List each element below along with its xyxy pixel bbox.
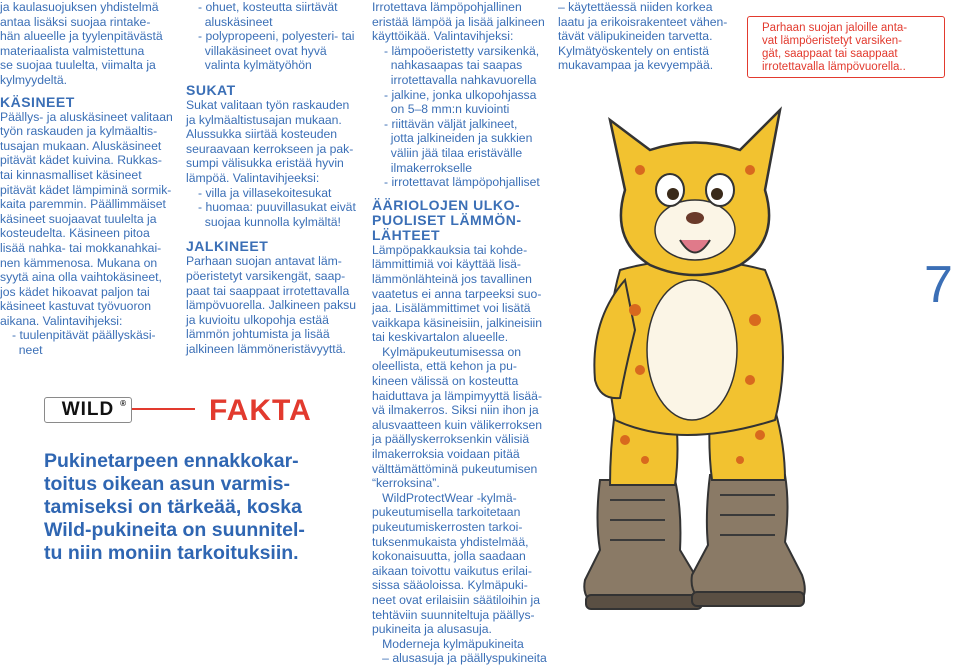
text-line: tai keskivartalon alueelle. [372, 330, 509, 345]
list-item: villakäsineet ovat hyvä [198, 43, 327, 58]
text-line: lämmittimiä voi käyttää lisä- [372, 257, 521, 272]
col1-body [0, 110, 172, 329]
text-line: ilmakerroksia voidaan pitää [372, 447, 520, 462]
list-item: - polypropeeni, polyesteri- tai [198, 29, 355, 44]
text-line: aikaan toivottu vaikutus erilai- [372, 563, 532, 578]
text-line: haiduttava ja lämpimyyttä lisää- [372, 388, 543, 403]
text-line: tävät välipukineiden tarvetta. [558, 29, 713, 44]
text-line: käsineet suojaavat tuulelta ja [0, 211, 157, 226]
text-line: lämpöä. Valintavihjeeksi: [186, 170, 320, 185]
callout-line: Parhaan suojan jaloille anta- [762, 22, 908, 34]
list-item: neet [12, 343, 43, 358]
callout-line: irrotettavalla lämpövuorella.. [762, 61, 906, 73]
text-line: tai kinnasmalliset käsineet [0, 167, 142, 182]
fakta-line: toitus oikean asun varmis- [44, 473, 290, 495]
text-line: antaa lisäksi suojaa rintake- [0, 14, 151, 29]
text-line: työn raskauden ja kylmäaltis- [0, 124, 158, 139]
text-line: kaita paremmin. Päällimmäiset [0, 197, 166, 212]
text-line: syytä aina olla vaihtokäsineet, [0, 270, 162, 285]
text-line: laatu ja erikoisrakenteet vähen- [558, 14, 728, 29]
text-line: ja kaulasuojuksen yhdistelmä [0, 0, 159, 14]
col3-body [372, 243, 550, 666]
text-line: mukavampaa ja kevyempää. [558, 58, 714, 73]
list-item: - tuulenpitävät päällyskäsi- [12, 328, 156, 343]
text-line: jaa. Lisälämmittimet voi lisätä [372, 301, 531, 316]
fakta-line: Wild-pukineita on suunnitel- [44, 519, 305, 541]
text-line: Sukat valitaan työn raskauden [186, 97, 350, 112]
text-line: Lämpöpakkauksia tai kohde- [372, 242, 528, 257]
text-line: sumpi välisukka eristää hyvin [186, 156, 344, 171]
list-item: väliin jää tilaa eristävälle [384, 145, 523, 160]
lynx-mascot-illustration [580, 80, 810, 620]
list-item: - irrotettavat lämpöpohjalliset [384, 175, 540, 190]
text-line: vä ilmakerros. Siksi niin ihon ja [372, 403, 539, 418]
list-item: irrotettavalla nahkavuorella [384, 72, 537, 87]
col1-list [0, 328, 172, 357]
text-line: pukeutumisella tarkoitetaan [372, 505, 521, 520]
column-4 [558, 0, 738, 73]
text-line: se suojaa tuulelta, viimalta ja [0, 58, 156, 73]
list-item: nahkasaapas tai saapas [384, 58, 523, 73]
text-line: alusvaatteen kuin välikerroksen [372, 417, 543, 432]
boot-left [584, 480, 702, 609]
text-line: oleellista, että kehon ja pu- [372, 359, 517, 374]
fakta-line: Pukinetarpeen ennakkokar- [44, 450, 299, 472]
registered-mark: ® [120, 399, 127, 408]
column-1 [0, 0, 172, 358]
text-line: “kerroksina”. [372, 476, 440, 491]
wild-logo-text: WILD [61, 399, 115, 420]
text-line: Parhaan suojan antavat läm- [186, 254, 342, 269]
text-line: Moderneja kylmäpukineita [372, 636, 524, 651]
heading-socks: SUKAT [186, 81, 236, 98]
text-line: pöeristetyt varsikengät, saap- [186, 268, 346, 283]
text-line: tuksenmukaista yhdistelmää, [372, 534, 529, 549]
text-line: tehtäviin suunniteltuja päällys- [372, 607, 535, 622]
list-item: valinta kylmätyöhön [198, 58, 312, 73]
heading-gloves: KÄSINEET [0, 93, 75, 110]
text-line: tusajan mukaan. Aluskäsineet [0, 138, 162, 153]
col1-intro [0, 0, 172, 88]
text-line: nen kämmenosa. Mukana on [0, 255, 158, 270]
text-line: kosteudelta. Käsineen pitoa [0, 226, 150, 241]
list-item: - jalkine, jonka ulkopohjassa [384, 87, 537, 102]
text-line: ja kuvioitu ulkopohja estää [186, 312, 329, 327]
text-line: seuraavaan kerrokseen ja pak- [186, 141, 354, 156]
text-line: – alusasuja ja päällyspukineita [372, 651, 547, 666]
text-line: Päällys- ja aluskäsineet valitaan [0, 109, 173, 124]
text-line: vaikkapa käsineisiin, jalkineisiin [372, 315, 543, 330]
heading-line: PUOLISET LÄMMÖN- [372, 211, 522, 228]
text-line: käyttöikää. Valintavihjeksi: [372, 29, 514, 44]
list-item: - ohuet, kosteutta siirtävät [198, 0, 338, 14]
text-line: lämmön johtumista ja lisää [186, 327, 330, 342]
text-line: WildProtectWear -kylmä- [372, 490, 517, 505]
callout-line: gät, saappaat tai saappaat [762, 48, 898, 60]
text-line: välttämättöminä pukeutumisen [372, 461, 538, 476]
list-item: suojaa kunnolla kylmältä! [198, 214, 341, 229]
text-line: jalkineen lämmöneristävyyttä. [186, 341, 346, 356]
text-line: lämmönlähteinä jos tavallinen [372, 271, 532, 286]
text-line: lämpövuorella. Jalkineen paksu [186, 298, 357, 313]
text-line: kokonaisuutta, jolla saadaan [372, 549, 526, 564]
callout-box [747, 16, 945, 78]
list-item: - riittävän väljät jalkineet, [384, 116, 518, 131]
fakta-divider [132, 408, 195, 410]
text-line: eristää lämpöä ja lisää jalkineen [372, 14, 545, 29]
text-line: pitävät kädet kuivina. Rukkas- [0, 153, 162, 168]
text-line: ja päällyskerroksenkin välisiä [372, 432, 530, 447]
list-item: - lämpoöeristetty varsikenkä, [384, 43, 540, 58]
text-line: aikana. Valintavihjeksi: [0, 313, 123, 328]
heading-line: ÄÄRIOLOJEN ULKO- [372, 196, 520, 213]
text-line: pukineita ja alusasuja. [372, 622, 492, 637]
text-line: hän alueelle ja tyylenpitävästä [0, 29, 163, 44]
list-item: aluskäsineet [198, 14, 273, 29]
heading-footwear: JALKINEET [186, 238, 269, 255]
column-3 [372, 0, 550, 666]
text-line: neet ovat erilaisiin säätiloihin ja [372, 592, 541, 607]
text-line: pitävät kädet lämpiminä sormik- [0, 182, 172, 197]
text-line: – käytettäessä niiden korkea [558, 0, 713, 14]
text-line: paat tai saappaat irrotettavalla [186, 283, 350, 298]
page-number: 7 [924, 256, 953, 314]
boot-right [692, 475, 805, 606]
text-line: käsineet kastuvat työvuoron [0, 299, 152, 314]
text-line: kineen välissä on kosteutta [372, 374, 519, 389]
col2-list-top [186, 0, 362, 73]
wild-logo [44, 397, 132, 423]
list-item: ilmakerrokselle [384, 160, 473, 175]
list-item: - villa ja villasekoitesukat [198, 185, 332, 200]
heading-line: LÄHTEET [372, 226, 441, 243]
text-line: vaatetus ei anna tarpeeksi suo- [372, 286, 542, 301]
fakta-line: tamiseksi on tärkeää, koska [44, 496, 302, 518]
list-item: on 5–8 mm:n kuviointi [384, 102, 510, 117]
callout-line: vat lämpöeristetyt varsiken- [762, 35, 902, 47]
list-item: jotta jalkineiden ja sukkien [384, 131, 533, 146]
text-line: materiaalista valmistettuna [0, 43, 145, 58]
text-line: pukeutumiskerrosten tarkoi- [372, 520, 523, 534]
fakta-text [44, 450, 344, 565]
list-item: - huomaa: puuvillasukat eivät [198, 200, 356, 215]
text-line: Kylmätyöskentely on entistä [558, 43, 710, 58]
text-line: Alussukka siirtää kosteuden [186, 127, 338, 142]
fakta-title: FAKTA [209, 394, 312, 427]
col2-list1 [186, 186, 362, 230]
text-line: Irrotettava lämpöpohjallinen [372, 0, 522, 14]
column-2 [186, 0, 362, 356]
col2-body1 [186, 98, 362, 186]
col2-body2 [186, 254, 362, 356]
text-line: kylmyydeltä. [0, 72, 68, 87]
text-line: Kylmäpukeutumisessa on [372, 344, 522, 359]
text-line: ja kylmäaltistusajan mukaan. [186, 112, 342, 127]
text-line: lisää nahka- tai mokkanahkai- [0, 240, 162, 255]
text-line: sissa sääoloissa. Kylmäpuki- [372, 578, 528, 593]
col3-body-top [372, 0, 550, 44]
col3-list-top [372, 44, 550, 190]
fakta-line: tu niin moniin tarkoituksiin. [44, 542, 299, 564]
heading-heat-sources [372, 198, 550, 243]
text-line: jos kädet hikoavat paljon tai [0, 284, 150, 299]
